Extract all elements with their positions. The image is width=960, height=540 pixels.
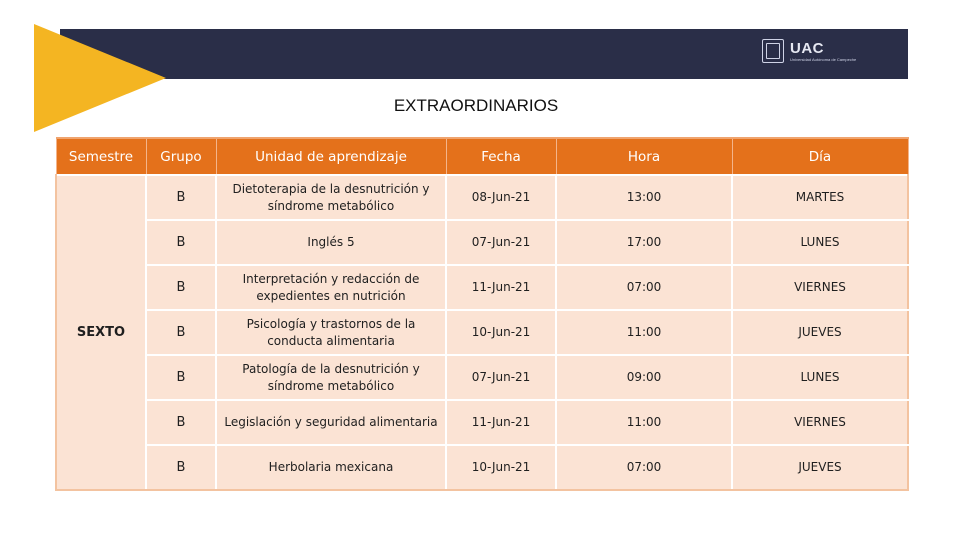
dia-cell: LUNES xyxy=(732,355,908,400)
exam-schedule-table xyxy=(55,137,909,491)
dia-cell: JUEVES xyxy=(732,445,908,490)
logo-subtitle: Universidad Autónoma de Campeche xyxy=(790,56,857,62)
grupo-cell: B xyxy=(146,310,216,355)
fecha-cell: 07-Jun-21 xyxy=(446,220,556,265)
header-fecha: Fecha xyxy=(446,138,556,175)
header-unidad: Unidad de aprendizaje xyxy=(216,138,446,175)
unidad-cell: Legislación y seguridad alimentaria xyxy=(216,400,446,445)
grupo-cell: B xyxy=(146,175,216,220)
header-semestre: Semestre xyxy=(56,138,146,175)
dia-cell: VIERNES xyxy=(732,400,908,445)
page-title: EXTRAORDINARIOS xyxy=(393,96,559,115)
fecha-cell: 10-Jun-21 xyxy=(446,310,556,355)
dia-cell: MARTES xyxy=(732,175,908,220)
hora-cell: 17:00 xyxy=(556,220,732,265)
unidad-cell: Patología de la desnutrición y síndrome metabólico xyxy=(216,355,446,400)
grupo-cell: B xyxy=(146,220,216,265)
header-hora: Hora xyxy=(556,138,732,175)
logo-mark: UAC xyxy=(790,39,824,57)
dia-cell: LUNES xyxy=(732,220,908,265)
unidad-cell: Interpretación y redacción de expedientes en nutrición xyxy=(216,265,446,310)
hora-cell: 07:00 xyxy=(556,265,732,310)
table-row xyxy=(56,175,908,220)
university-seal-icon xyxy=(762,39,784,63)
header-grupo: Grupo xyxy=(146,138,216,175)
semestre-cell: SEXTO xyxy=(56,175,146,490)
fecha-cell: 11-Jun-21 xyxy=(446,400,556,445)
table-row xyxy=(56,400,908,445)
hora-cell: 07:00 xyxy=(556,445,732,490)
grupo-cell: B xyxy=(146,265,216,310)
hora-cell: 13:00 xyxy=(556,175,732,220)
dia-cell: VIERNES xyxy=(732,265,908,310)
grupo-cell: B xyxy=(146,355,216,400)
grupo-cell: B xyxy=(146,445,216,490)
table-row xyxy=(56,310,908,355)
unidad-cell: Herbolaria mexicana xyxy=(216,445,446,490)
dia-cell: JUEVES xyxy=(732,310,908,355)
university-logo xyxy=(762,36,856,66)
table-header-row xyxy=(56,138,908,175)
unidad-cell: Dietoterapia de la desnutrición y síndrome metabólico xyxy=(216,175,446,220)
unidad-cell: Inglés 5 xyxy=(216,220,446,265)
table-row xyxy=(56,355,908,400)
table-row xyxy=(56,220,908,265)
header-dia: Día xyxy=(732,138,908,175)
fecha-cell: 08-Jun-21 xyxy=(446,175,556,220)
hora-cell: 11:00 xyxy=(556,310,732,355)
fecha-cell: 07-Jun-21 xyxy=(446,355,556,400)
fecha-cell: 10-Jun-21 xyxy=(446,445,556,490)
grupo-cell: B xyxy=(146,400,216,445)
unidad-cell: Psicología y trastornos de la conducta alimentaria xyxy=(216,310,446,355)
table-row xyxy=(56,265,908,310)
table-row xyxy=(56,445,908,490)
hora-cell: 09:00 xyxy=(556,355,732,400)
hora-cell: 11:00 xyxy=(556,400,732,445)
fecha-cell: 11-Jun-21 xyxy=(446,265,556,310)
